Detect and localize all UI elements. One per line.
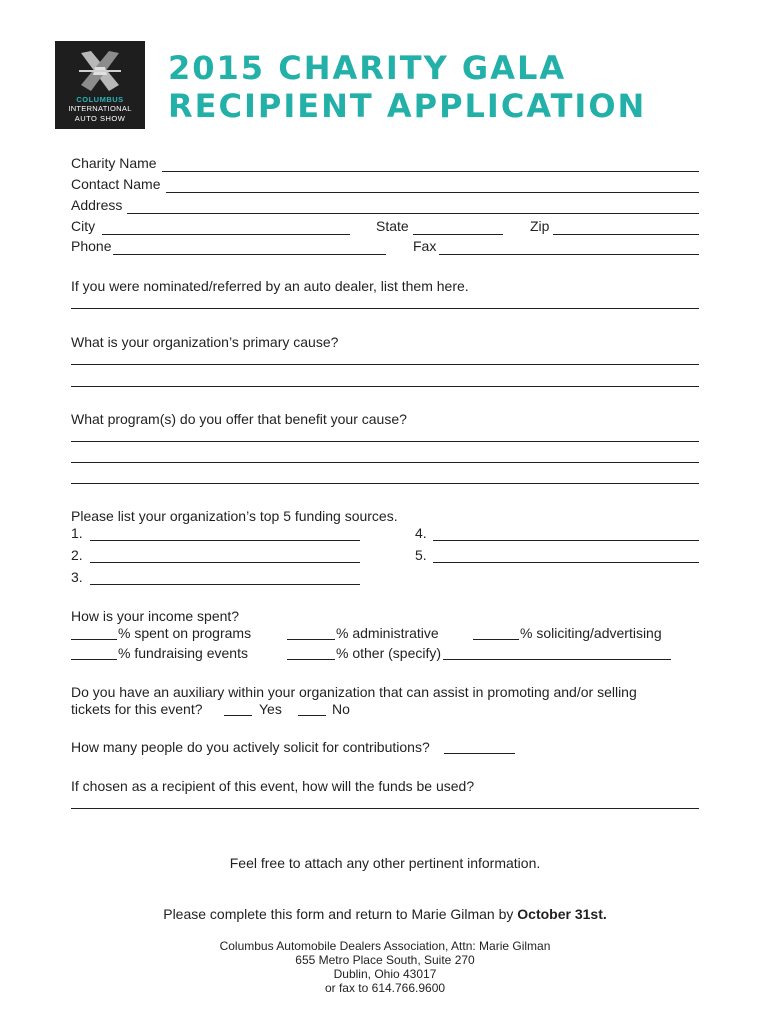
auto-show-logo [55,41,145,129]
address-field[interactable] [127,213,699,214]
no-checkbox-line[interactable] [298,715,326,716]
other-percent-label: % other (specify) [336,645,442,661]
cause-answer-line[interactable] [71,386,699,387]
yes-label: Yes [259,701,282,717]
solicit-question: How many people do you actively solicit for contributions? [71,739,430,755]
funding-number: 3. [71,569,83,585]
logo-line-2: INTERNATIONAL [68,104,132,113]
return-instructions [0,906,770,922]
charity-name-label: Charity Name [71,155,157,171]
soliciting-percent-field[interactable] [473,639,519,640]
administrative-percent-field[interactable] [287,639,335,640]
soliciting-percent-label: % soliciting/advertising [520,625,662,641]
programs-answer-line[interactable] [71,441,699,442]
yes-checkbox-line[interactable] [224,715,252,716]
dealer-answer-line[interactable] [71,308,699,309]
cause-question: What is your organization’s primary cause? [71,334,339,350]
fax-note: or fax to 614.766.9600 [324,981,446,995]
income-question: How is your income spent? [71,608,240,624]
logo-line-3: AUTO SHOW [74,114,126,123]
programs-answer-line[interactable] [71,462,699,463]
funding-source-3-field[interactable] [90,584,360,585]
other-specify-field[interactable] [443,659,671,660]
funding-source-4-field[interactable] [433,540,699,541]
funding-source-2-field[interactable] [90,562,360,563]
programs-percent-label: % spent on programs [118,625,252,641]
funds-question: If chosen as a recipient of this event, how will the funds be used? [71,778,475,794]
funds-answer-line[interactable] [71,808,699,809]
funding-number: 5. [415,547,427,563]
programs-answer-line[interactable] [71,483,699,484]
zip-label: Zip [530,218,550,234]
cause-answer-line[interactable] [71,364,699,365]
logo-line-1: COLUMBUS [76,95,124,104]
title-line-2: RECIPIENT APPLICATION [168,87,647,125]
attach-note: Feel free to attach any other pertinent information. [229,855,541,871]
solicit-count-field[interactable] [444,753,515,754]
funding-number: 2. [71,547,83,563]
programs-question: What program(s) do you offer that benefit your cause? [71,411,407,427]
funding-source-1-field[interactable] [90,540,360,541]
funding-question: Please list your organization’s top 5 funding sources. [71,508,398,524]
zip-field[interactable] [553,234,699,235]
phone-label: Phone [71,238,112,254]
charity-name-field[interactable] [162,171,699,172]
auxiliary-question-line-2: tickets for this event? [71,701,203,717]
city-field[interactable] [102,234,350,235]
city-label: City [71,218,96,234]
mailing-address-line-3: Dublin, Ohio 43017 [333,967,437,981]
fundraising-percent-field[interactable] [71,659,117,660]
return-text: Please complete this form and return to Marie Gilman by [163,906,514,922]
contact-name-label: Contact Name [71,176,161,192]
address-label: Address [71,197,123,213]
programs-percent-field[interactable] [71,639,117,640]
funding-number: 1. [71,525,83,541]
state-label: State [376,218,409,234]
funding-number: 4. [415,525,427,541]
administrative-percent-label: % administrative [336,625,439,641]
auxiliary-question-line-1: Do you have an auxiliary within your organization that can assist in promoting and/or selling [71,684,637,700]
deadline: October 31st. [517,906,607,922]
logo-x-icon [77,49,123,93]
phone-field[interactable] [113,254,386,255]
title-line-1: 2015 CHARITY GALA [168,49,567,87]
fax-label: Fax [413,238,437,254]
fax-field[interactable] [439,254,699,255]
funding-source-5-field[interactable] [433,562,699,563]
mailing-address-line-2: 655 Metro Place South, Suite 270 [295,953,475,967]
state-field[interactable] [413,234,503,235]
fundraising-percent-label: % fundraising events [118,645,248,661]
other-percent-field[interactable] [287,659,335,660]
no-label: No [332,701,350,717]
mailing-address-line-1: Columbus Automobile Dealers Association, Attn: Marie Gilman [219,939,551,953]
contact-name-field[interactable] [166,192,699,193]
dealer-question: If you were nominated/referred by an auto dealer, list them here. [71,278,469,294]
